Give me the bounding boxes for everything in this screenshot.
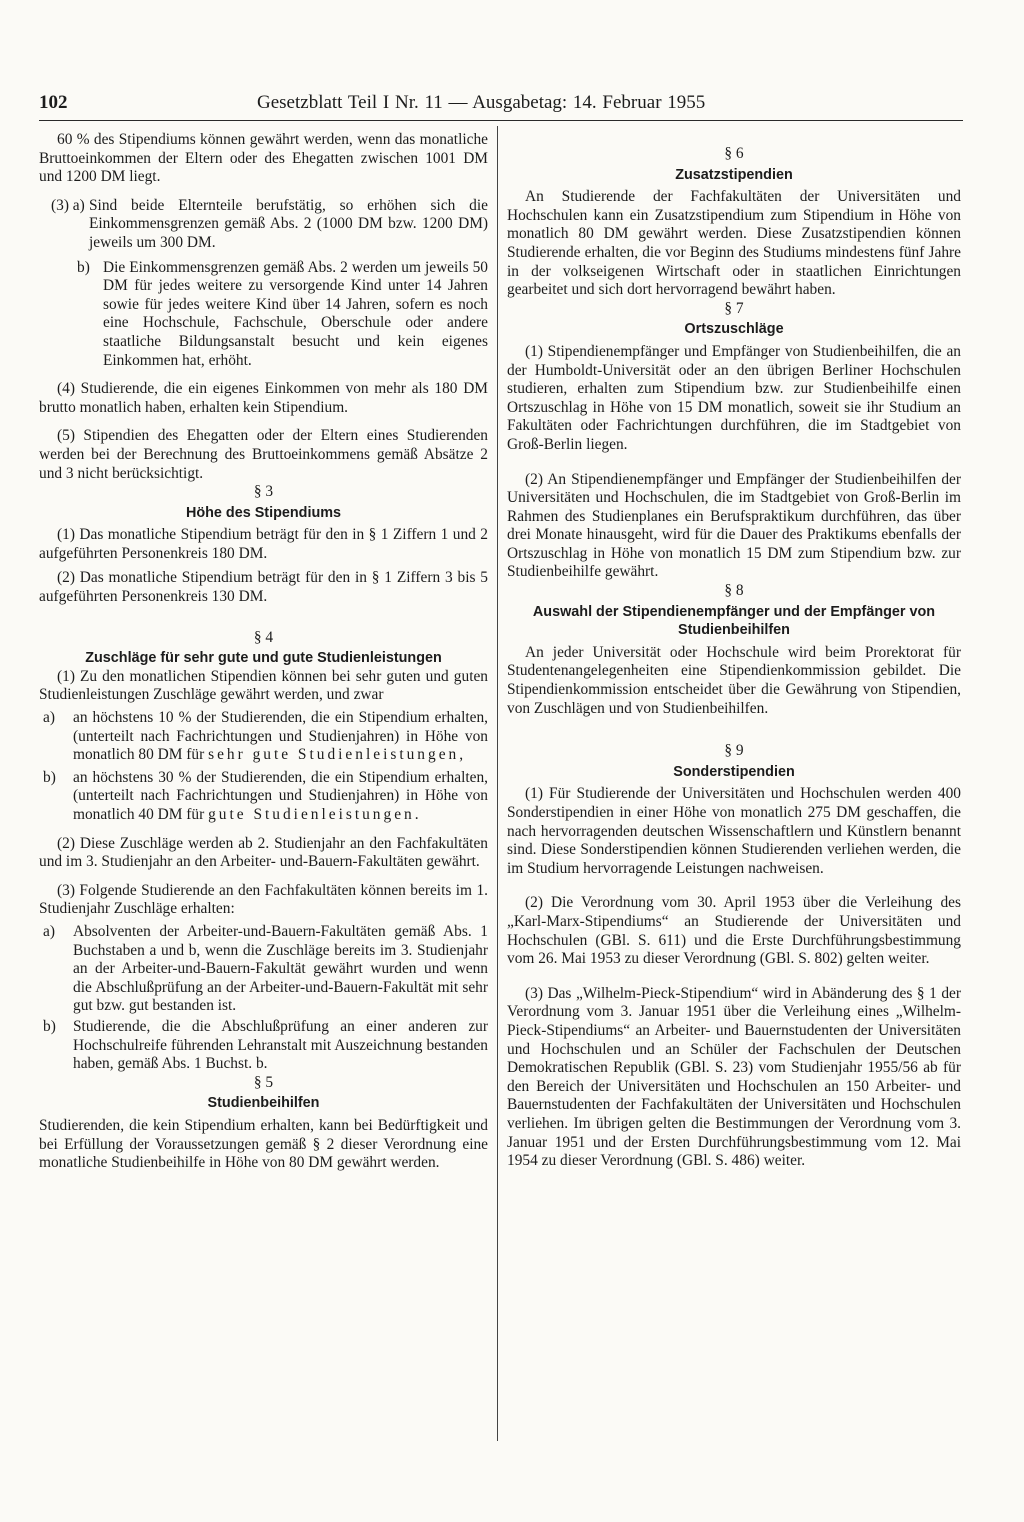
- section-9-p2: (2) Die Verordnung vom 30. April 1953 über die Verleihung des „Karl-Marx-Stipendiums“ an Studierende der Universitäten und Hochschulen (GBl. S. 611) und die Erste Durchführungsbestimmung vom 26. Mai 1953 zu dieser Verordnung (GBl. S. 802) gelten weiter.: [507, 894, 961, 968]
- section-8-p: An jeder Universität oder Hochschule wird beim Prorektorat für Studentenangelegenheiten eine Stipendienkommission gebildet. Die Stipendienkommission entscheidet über die Gewährung von Stipendien, von Zuschlägen und von Studienbeihilfen.: [507, 643, 961, 717]
- abs3a-label: (3) a): [51, 196, 85, 214]
- section-7-p1: (1) Stipendienempfänger und Empfänger von Studienbeihilfen, die an der Humboldt-Universität oder an den übrigen Berliner Hochschulen studieren, erhalten zum Stipendium bzw. zur Studienbeihilfe einen Ortszuschlag in Höhe von 15 DM monatlich, soweit sie ihr Studium an Fakultäten oder Fachrichtungen durchführen, die im Stadtgebiet von Groß-Berlin liegen.: [507, 342, 961, 453]
- section-9-number: § 9: [724, 742, 744, 760]
- section-5-number: § 5: [253, 1073, 274, 1091]
- section-4-p3a-text: Absolventen der Arbeiter-und-Bauern-Fakultäten gemäß Abs. 1 Buchstaben a und b, wenn die Zuschläge bereits im 3. Studienjahr an der Arbeiter-und-Bauern-Fakultät gewährt wurden und wenn die Abschlußprüfung an der Arbeiter-und-Bauern-Fakultät mit sehr gut bzw. gut bestanden ist.: [73, 922, 488, 1015]
- abs3b-label: b): [77, 258, 90, 276]
- section-9-p3: (3) Das „Wilhelm-Pieck-Stipendium“ wird in Abänderung des § 1 der Verordnung vom 3. Januar 1951 über die Verleihung eines „Wilhelm-Pieck-Stipendiums“ an Arbeiter- und Bauernstudenten der Universitäten und Hochschulen und an Schüler der Fachschulen der Deutschen Demokratischen Republik (GBl. S. 23) vom Studienjahr 1955/56 ab für den Bereich der Universitäten und Hochschulen an 150 Arbeiter- und Bauernstudenten der Fachfakultäten der Universitäten und Hochschulen verliehen. Im übrigen gelten die Bestimmungen der Verordnung vom 3. Januar 1951 und der Ersten Durchführungsbestimmung vom 12. Mai 1954 zu dieser Verordnung (GBl. S. 486) weiter.: [507, 984, 961, 1170]
- left-column: [39, 131, 488, 1173]
- section-7-p2: (2) An Stipendienempfänger und Empfänger der Studienbeihilfen der Universitäten und Hochschulen, die im Stadtgebiet von Groß-Berlin im Rahmen des Studienplanes ein Berufspraktikum durchführen, das über drei Monate hinausgeht, wird für die Dauer des Praktikums ebenfalls der Ortszuschlag in Höhe von monatlich 15 DM zum Stipendium bzw. zur Studienbeihilfe gewährt.: [507, 470, 961, 581]
- paragraph-abs5: (5) Stipendien des Ehegatten oder der Eltern eines Studierenden werden bei der Berechnung des Bruttoeinkommens gemäß Absätze 2 und 3 nicht berücksichtigt.: [39, 427, 488, 482]
- section-4-p3a: [39, 923, 488, 1016]
- section-4-p3b-text: Studierende, die die Abschlußprüfung an einer anderen zur Hochschulreife führenden Lehranstalt mit Auszeichnung bestanden haben, gemäß Abs. 1 Buchst. b.: [73, 1017, 488, 1073]
- column-divider: [497, 126, 498, 1441]
- section-8-title: Auswahl der Stipendienempfänger und der Empfänger von Studienbeihilfen: [532, 603, 936, 639]
- section-3-p1: (1) Das monatliche Stipendium beträgt für den in § 1 Ziffern 1 und 2 aufgeführten Personenkreis 180 DM.: [39, 526, 488, 562]
- page-header: [39, 90, 963, 121]
- section-4-b: [39, 769, 488, 825]
- section-4-a-emph: sehr gute Studienleistungen,: [208, 746, 467, 764]
- section-9-title: Sonderstipendien: [673, 763, 795, 780]
- section-4-a-label: a): [43, 709, 55, 727]
- section-4-title: Zuschläge für sehr gute und gute Studienleistungen: [85, 650, 442, 667]
- section-4-p3b-label: b): [43, 1017, 56, 1035]
- section-6-p: An Studierende der Fachfakultäten der Universitäten und Hochschulen kann ein Zusatzstipendium zum Stipendium in Höhe von monatlich 80 DM gewährt werden. Diese Zusatzstipendien können Studierende erhalten, die vor Beginn des Studiums mindestens fünf Jahre in der volkseigenen Wirtschaft oder in staatlichen Einrichtungen gearbeitet und sich dort hervorragend bewährt haben.: [507, 188, 961, 299]
- abs3b-text: Die Einkommensgrenzen gemäß Abs. 2 werden um jeweils 50 DM für jedes weitere zu versorgende Kind unter 14 Jahren sowie für jedes weitere Kind über 14 Jahren, sofern es noch eine Hochschule, Fachschule, Oberschule oder andere staatliche Bildungsanstalt besucht und kein eigenes Einkommen hat, erhöht.: [103, 258, 488, 369]
- right-column: [507, 131, 961, 1171]
- abs3b: [39, 259, 488, 371]
- section-4-a-text: an höchstens 10 % der Studierenden, die ein Stipendium erhalten, (unterteilt nach Fachrichtungen und Studienjahren) in Höhe von monatlich 80 DM für: [73, 709, 488, 764]
- section-6-number: § 6: [724, 145, 744, 162]
- page-number: 102: [39, 92, 68, 113]
- section-4-b-text: an höchstens 30 % der Studierenden, die ein Stipendium erhalten, (unterteilt nach Fachrichtungen und Studienjahren) in Höhe von monatlich 40 DM für: [73, 768, 488, 823]
- section-5-p: Studierenden, die kein Stipendium erhalten, kann bei Bedürftigkeit und bei Erfüllung der Voraussetzungen gemäß § 2 dieser Verordnung eine monatliche Studienbeihilfe in Höhe von 80 DM gewährt werden.: [39, 1116, 488, 1172]
- section-4-p3: (3) Folgende Studierende an den Fachfakultäten können bereits im 1. Studienjahr Zuschläge erhalten:: [39, 881, 488, 918]
- section-4-number: § 4: [253, 628, 274, 646]
- abs3a: [39, 197, 488, 253]
- section-9-p1: (1) Für Studierende der Universitäten und Hochschulen werden 400 Sonderstipendien in einer Höhe von monatlich 275 DM geschaffen, die nach hervorragenden deutschen Wissenschaftlern und Künstlern benannt sind. Diese Sonderstipendien können Studierenden verliehen werden, die im Studium hervorragende Leistungen nachweisen.: [507, 785, 961, 877]
- section-7-number: § 7: [724, 299, 744, 317]
- section-7-title: Ortszuschläge: [684, 321, 784, 338]
- section-3-number: § 3: [253, 483, 274, 501]
- section-4-a: [39, 709, 488, 765]
- abs3a-text: Sind beide Elternteile berufstätig, so erhöhen sich die Einkommensgrenzen gemäß Abs. 2 (1000 DM bzw. 1200 DM) jeweils um 300 DM.: [89, 196, 488, 251]
- paragraph-abs4: (4) Studierende, die ein eigenes Einkommen von mehr als 180 DM brutto monatlich haben, erhalten kein Stipendium.: [39, 380, 488, 416]
- section-4-b-emph: gute Studienleistungen.: [208, 806, 422, 823]
- section-4-p3a-label: a): [43, 922, 55, 940]
- section-8-number: § 8: [724, 582, 744, 600]
- section-4-p1: (1) Zu den monatlichen Stipendien können bei sehr guten und guten Studienleistungen Zuschläge gewährt werden, und zwar: [39, 667, 488, 704]
- section-3-p2: (2) Das monatliche Stipendium beträgt für den in § 1 Ziffern 3 bis 5 aufgeführten Personenkreis 130 DM.: [39, 569, 488, 606]
- section-4-p3b: [39, 1018, 488, 1074]
- section-4-b-label: b): [43, 768, 56, 786]
- header-title: Gesetzblatt Teil I Nr. 11 — Ausgabetag: 14. Februar 1955: [257, 92, 706, 113]
- section-6-title: Zusatzstipendien: [675, 166, 793, 183]
- section-3-title: Höhe des Stipendiums: [185, 504, 342, 521]
- paragraph-intro: 60 % des Stipendiums können gewährt werden, wenn das monatliche Bruttoeinkommen der Eltern oder des Ehegatten zwischen 1001 DM und 1200 DM liegt.: [39, 131, 488, 186]
- section-5-title: Studienbeihilfen: [207, 1095, 320, 1112]
- section-4-p2: (2) Diese Zuschläge werden ab 2. Studienjahr an den Fachfakultäten und im 3. Studienjahr an den Arbeiter- und-Bauern-Fakultäten gewährt.: [39, 834, 488, 871]
